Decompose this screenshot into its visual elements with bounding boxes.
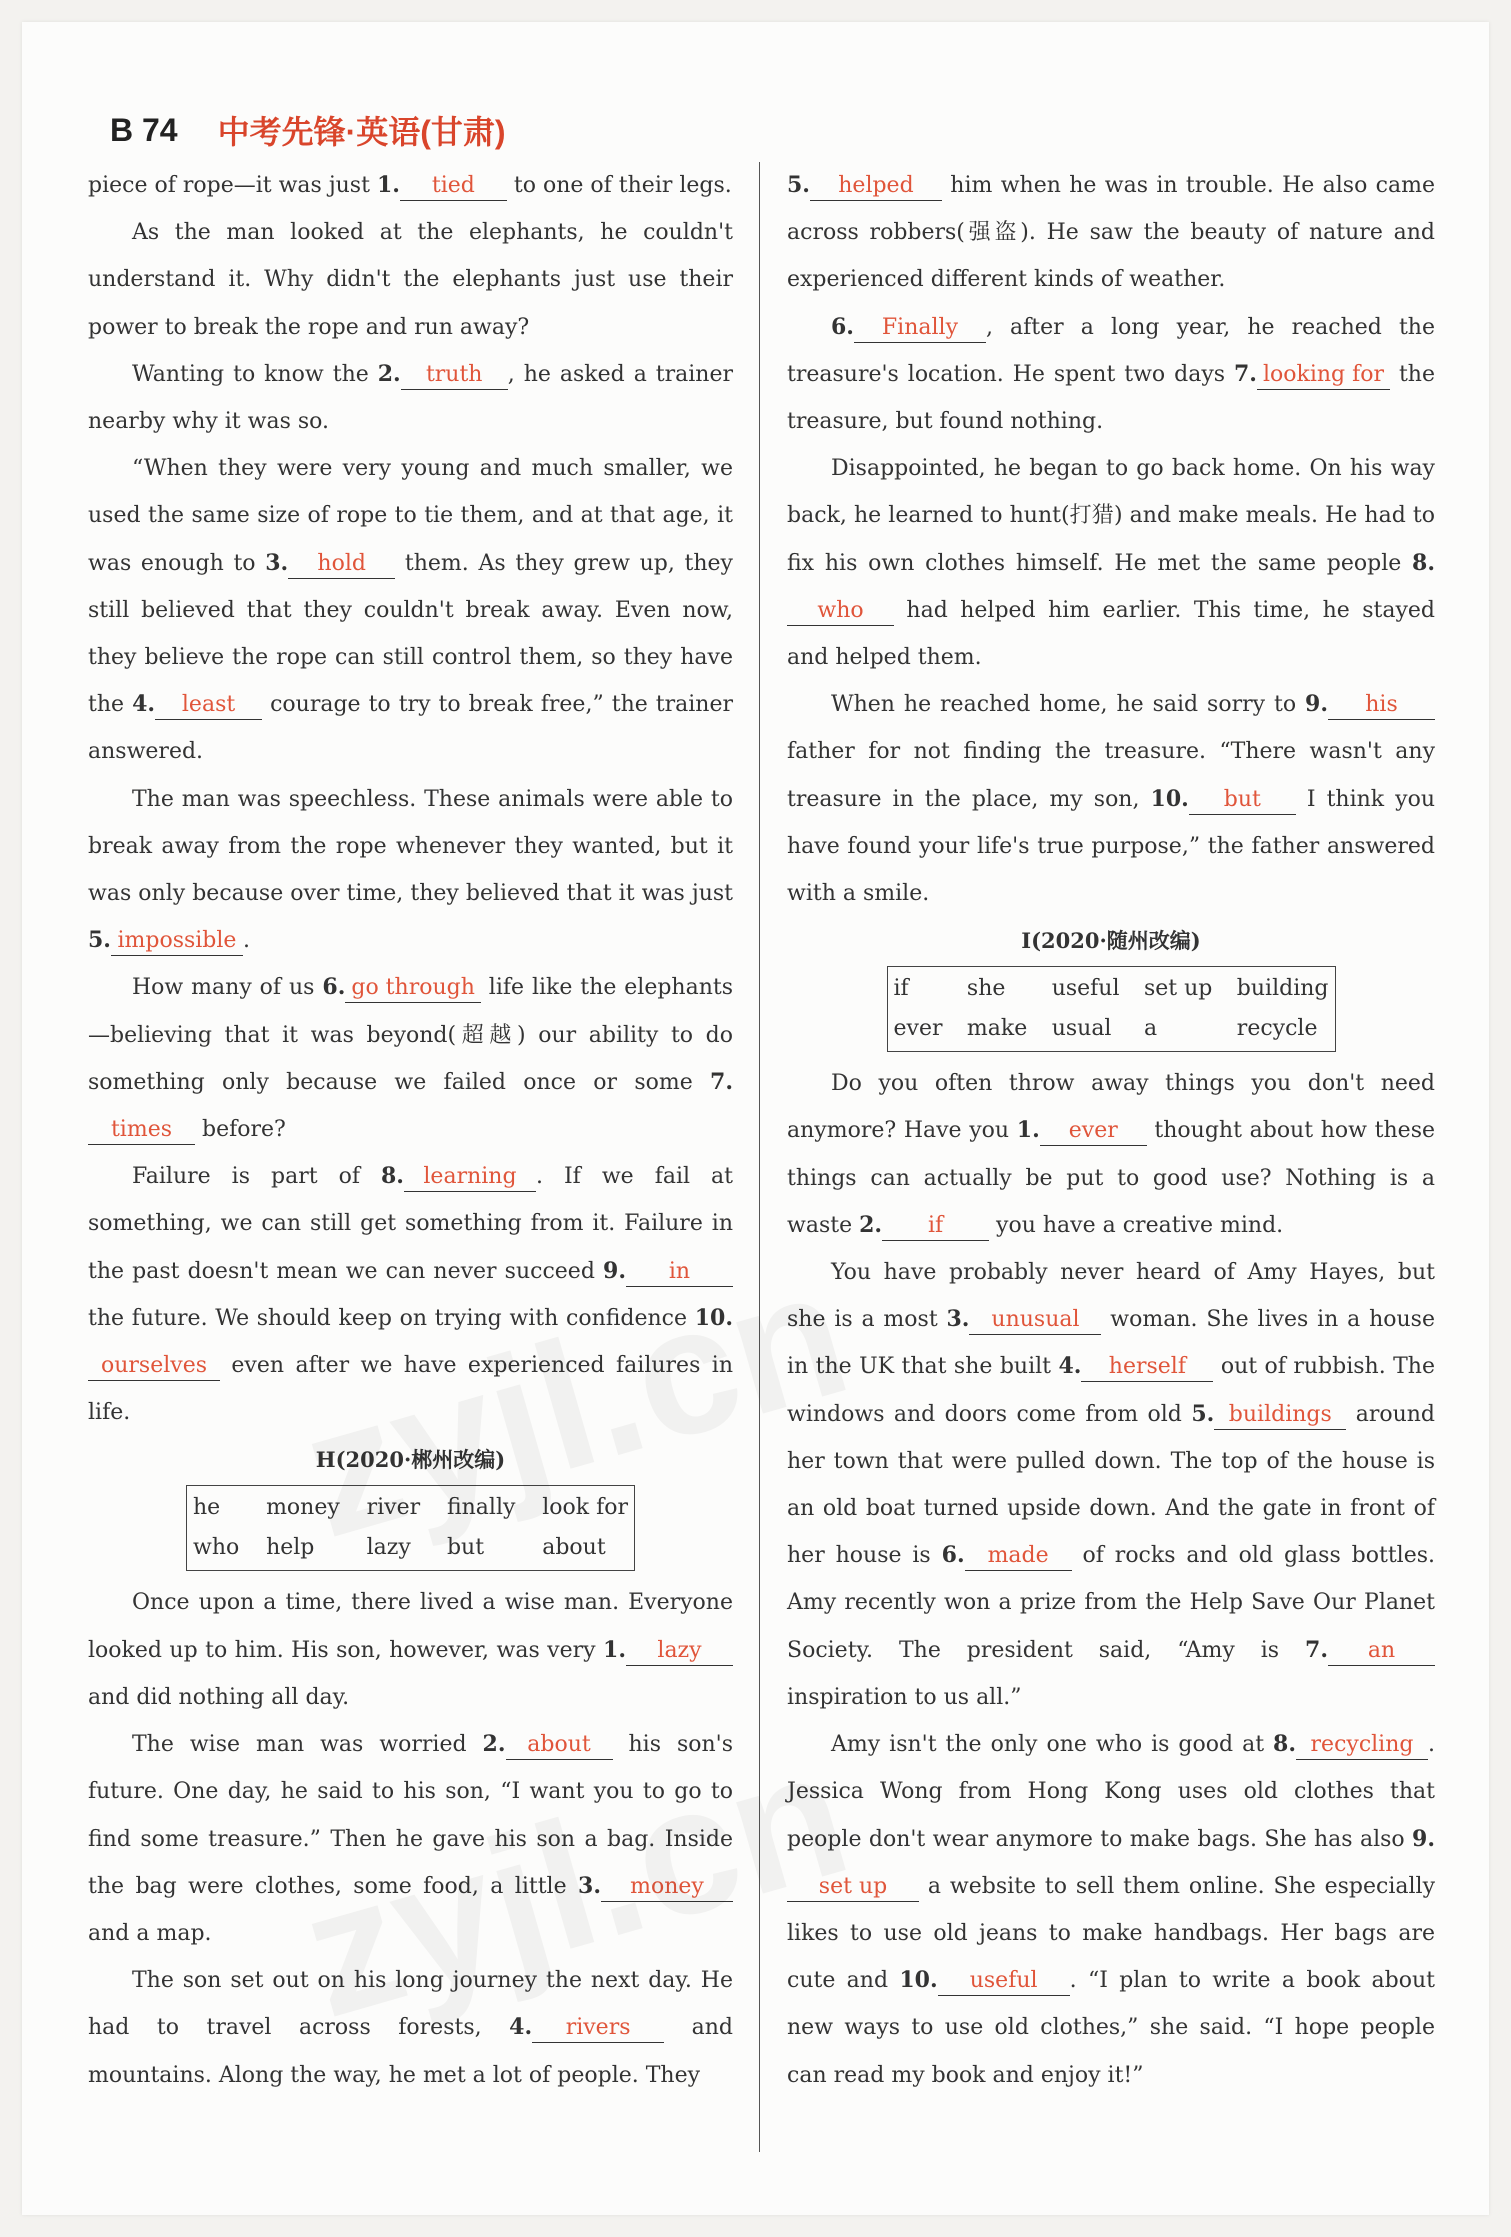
g-paragraph-5: The man was speechless. These animals were able to break away from the rope whenever they wanted, but it was only because over time, they believed that it was just 5. impossible . xyxy=(88,776,733,965)
answer-blank: ourselves xyxy=(88,1352,220,1381)
h-paragraph-5: Disappointed, he began to go back home. On his way back, he learned to hunt(打猎) and make meals. He had to fix his own clothes himself. He met the same people 8.who had helped him earlier. This time, he stayed and helped them. xyxy=(787,456,1435,671)
word-bank-item: a xyxy=(1143,1016,1158,1042)
answer-blank: go through xyxy=(345,974,481,1003)
word-bank-item: about xyxy=(542,1535,606,1561)
h-paragraph-6: When he reached home, he said sorry to 9. his father for not finding the treasure. “There wasn't any treasure in the place, my son, 10. but I think you have found your life's true purpose,” the father answered with a smile. xyxy=(787,691,1435,907)
answer-blank: his xyxy=(1328,691,1435,720)
i-paragraph-1: Do you often throw away things you don't need anymore? Have you 1. ever thought about how these things can actually be put to good use? Nothing is a waste 2. if you have a creative mind. xyxy=(787,1060,1435,1249)
word-bank-item: but xyxy=(446,1535,485,1561)
book-title: 中考先锋·英语(甘肃) xyxy=(217,114,506,150)
answer-blank: times xyxy=(88,1116,195,1145)
g-paragraph-2: As the man looked at the elephants, he couldn't understand it. Why didn't the elephants just use their power to break the rope and run away? xyxy=(88,220,733,340)
g-paragraph-3: Wanting to know the 2. truth , he asked a trainer nearby why it was so. xyxy=(88,360,734,435)
answer-blank: helped xyxy=(810,172,942,201)
answer-blank: herself xyxy=(1081,1353,1213,1382)
i-paragraph-2: You have probably never heard of Amy Hayes, but she is a most 3. unusual woman. She lives in a house in the UK that she built 4. herself out of rubbish. The windows and doors come from old 5. buildings around her town that were pulled down. The top of the house is an old boat turned upside down. And the gate in front of her house is 6. made of rocks and old glass bottles. Amy recently won a prize from the Help Save Our Planet Society. The president said, “Amy is 7. an inspiration to us all.” xyxy=(787,1260,1436,1710)
word-bank-item: usual xyxy=(1051,1016,1112,1042)
answer-blank: hold xyxy=(288,550,395,579)
word-bank-item: make xyxy=(966,1016,1028,1042)
answer-blank: rivers xyxy=(532,2014,664,2043)
answer-blank: money xyxy=(601,1873,733,1902)
word-bank-h xyxy=(186,1485,635,1571)
answer-blank: looking for xyxy=(1257,361,1390,390)
answer-blank: if xyxy=(882,1212,989,1241)
h-paragraph-3-cont: 5. helped him when he was in trouble. He also came across robbers(强盗). He saw the beauty of nature and experienced different kinds of weather. xyxy=(787,172,1435,293)
word-bank-item: he xyxy=(193,1495,221,1521)
answer-blank: set up xyxy=(787,1873,919,1902)
g-paragraph-1: piece of rope—it was just 1. tied to one of their legs. xyxy=(88,162,733,209)
answer-blank: impossible xyxy=(111,927,243,956)
word-bank-item: building xyxy=(1236,976,1329,1002)
word-bank-item: look for xyxy=(542,1495,628,1521)
h-paragraph-3: The son set out on his long journey the next day. He had to travel across forests, 4. rivers and mountains. Along the way, he met a lot of people. They xyxy=(88,1968,733,2088)
word-bank-item: lazy xyxy=(366,1535,411,1561)
page-header xyxy=(110,100,506,160)
answer-blank: useful xyxy=(938,1967,1070,1996)
word-bank-item: if xyxy=(893,976,909,1002)
page-number: B 74 xyxy=(110,111,178,148)
answer-blank: ever xyxy=(1040,1117,1147,1146)
g-paragraph-6: How many of us 6. go through life like the elephants—believing that it was beyond(超越) our ability to do something only because we failed once or some 7.times before? xyxy=(88,964,733,1153)
answer-blank: in xyxy=(626,1258,733,1287)
answer-blank: unusual xyxy=(969,1306,1101,1335)
answer-blank: but xyxy=(1189,786,1296,815)
word-bank-item: useful xyxy=(1051,976,1120,1002)
g-paragraph-4: “When they were very young and much smaller, we used the same size of rope to tie them, and at that age, it was enough to 3. hold them. As they grew up, they still believed that they couldn't break away. Even now, they believe the rope can still control them, so they have the 4. least courage to try to break free,” the trainer answered. xyxy=(88,456,734,765)
right-column xyxy=(787,162,1435,2099)
word-bank-item: she xyxy=(966,976,1006,1002)
answer-blank: recycling xyxy=(1296,1731,1428,1760)
section-i-title: I(2020·随州改编) xyxy=(1021,928,1201,954)
answer-blank: an xyxy=(1328,1637,1435,1666)
answer-blank: about xyxy=(506,1731,613,1760)
answer-blank: who xyxy=(787,597,894,626)
answer-blank: truth xyxy=(401,361,508,390)
column-divider xyxy=(759,162,760,2152)
word-bank-item: help xyxy=(266,1535,315,1561)
word-bank-item: river xyxy=(366,1495,421,1521)
word-bank-item: who xyxy=(193,1535,240,1561)
h-paragraph-4: 6. Finally , after a long year, he reached the treasure's location. He spent two days 7. looking for the treasure, but found nothing. xyxy=(787,313,1435,435)
h-paragraph-2: The wise man was worried 2. about his son's future. One day, he said to his son, “I want you to go to find some treasure.” Then he gave his son a bag. Inside the bag were clothes, some food, a little 3. money and a map. xyxy=(88,1731,733,1946)
answer-blank: Finally xyxy=(854,314,986,343)
answer-blank: learning xyxy=(404,1163,536,1192)
answer-blank: made xyxy=(965,1542,1072,1571)
word-bank-item: finally xyxy=(446,1495,516,1521)
i-paragraph-3: Amy isn't the only one who is good at 8. recycling . Jessica Wong from Hong Kong uses old clothes that people don't wear anymore to make bags. She has also 9.set up a website to sell them online. She especially likes to use old jeans to make handbags. Her bags are cute and 10. useful . “I plan to write a book about new ways to use old clothes,” she said. “I hope people can read my book and enjoy it!” xyxy=(787,1731,1435,2088)
word-bank-item: money xyxy=(266,1495,340,1521)
answer-blank: buildings xyxy=(1214,1401,1346,1430)
word-bank-i xyxy=(887,966,1336,1052)
answer-blank: lazy xyxy=(626,1637,733,1666)
word-bank-item: set up xyxy=(1143,976,1213,1002)
answer-blank: tied xyxy=(400,172,507,201)
word-bank-item: ever xyxy=(893,1016,943,1042)
answer-blank: least xyxy=(155,691,262,720)
h-paragraph-1: Once upon a time, there lived a wise man. Everyone looked up to him. His son, however, was very 1. lazy and did nothing all day. xyxy=(88,1590,733,1710)
section-h-title: H(2020·郴州改编) xyxy=(315,1447,506,1473)
word-bank-item: recycle xyxy=(1236,1016,1318,1042)
g-paragraph-7: Failure is part of 8. learning . If we fail at something, we can still get something from it. Failure in the past doesn't mean we can never succeed 9. in the future. We should keep on trying with confidence 10.ourselves even after we have experienced failures in life. xyxy=(88,1163,733,1426)
left-column xyxy=(88,162,733,2099)
